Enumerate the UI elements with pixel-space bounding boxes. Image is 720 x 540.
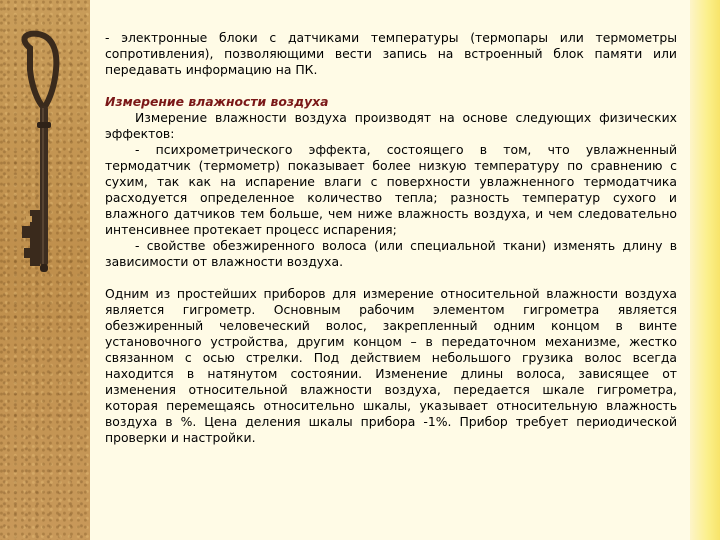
section-heading: Измерение влажности воздуха [105,94,329,109]
paragraph-psychrometric-effect: - психрометрического эффекта, состоящего в том, что увлажненный термодатчик (термометр) показывает более низкую температуру по сравнению с сухим, так как на испарение влаги с поверхности увлажненного термодатчика расходуется определенное количество тепла; разность температур сухого и влажного датчиков тем больше, чем ниже влажность воздуха, и чем следовательно интенсивнее протекает процесс испарения; [105,142,677,237]
paragraph-effects-intro: Измерение влажности воздуха производят на основе следующих физических эффектов: [105,110,677,141]
paragraph-hair-property: - свойстве обезжиренного волоса (или специальной ткани) изменять длину в зависимости от влажности воздуха. [105,238,677,269]
paragraph-hygrometer: Одним из простейших приборов для измерение относительной влажности воздуха является гигрометр. Основным рабочим элементом гигрометра является обезжиренный человеческий волос, закрепленный одним концом в винте установочного устройства, другим концом – в передаточном механизме, жестко связанном с осью стрелки. Под действием небольшого грузика волос всегда находится в натянутом состоянии. Изменение длины волоса, зависящее от изменения относительной влажности воздуха, передается шкале гигрометра, которая перемещаясь относительно шкалы, указывает относительную влажность воздуха в %. Цена деления шкалы прибора -1%. Прибор требует периодической проверки и настройки. [105,286,677,445]
key-icon [0,30,90,310]
document-body [105,30,677,446]
decorative-strip [690,0,720,540]
paragraph-electronic-blocks: - электронные блоки с датчиками температуры (термопары или термометры сопротивления), позволяющими вести запись на встроенный блок памяти или передавать информацию на ПК. [105,30,677,77]
